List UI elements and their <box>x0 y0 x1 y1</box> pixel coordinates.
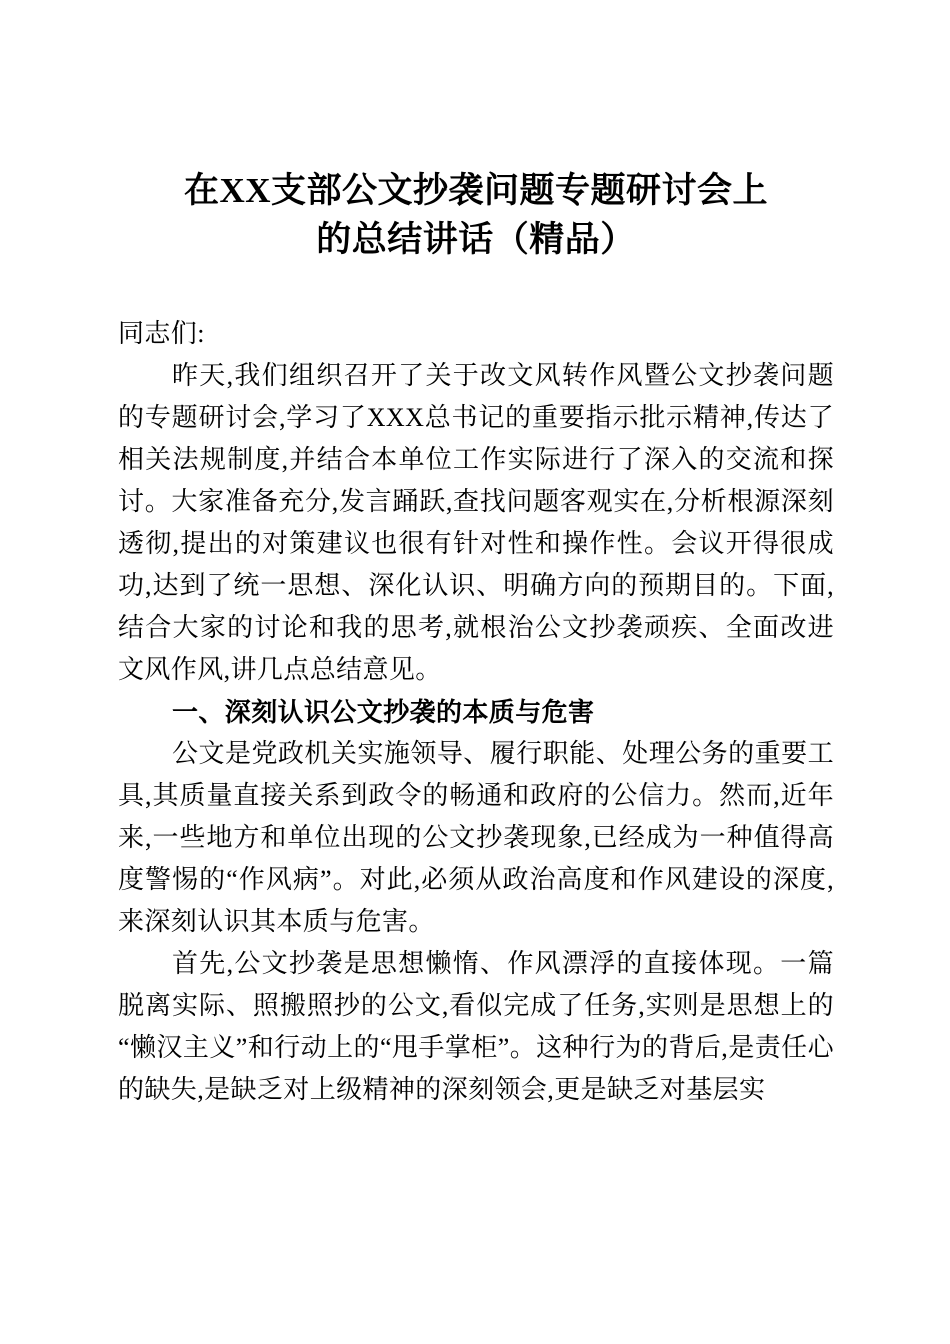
document-title-line-2: 的总结讲话（精品） <box>316 220 636 259</box>
document-title-line-1: 在XX支部公文抄袭问题专题研讨会上 <box>183 171 769 210</box>
section-heading-one: 一、深刻认识公文抄袭的本质与危害 <box>172 697 595 727</box>
section-one-paragraph-two: 首先,公文抄袭是思想懒惰、作风漂浮的直接体现。一篇脱离实际、照搬照抄的公文,看似完成了任务,实则是思想上的“懒汉主义”和行动上的“甩手掌柜”。这种行为的背后,是责任心的缺失,是缺乏对上级精神的深刻领会,更是缺乏对基层实 <box>118 949 834 1104</box>
page-content <box>118 0 834 1111</box>
salutation: 同志们: <box>118 319 205 348</box>
section-one-paragraph-one: 公文是党政机关实施领导、履行职能、处理公务的重要工具,其质量直接关系到政令的畅通和政府的公信力。然而,近年来,一些地方和单位出现的公文抄袭现象,已经成为一种值得高度警惕的“作风病”。对此,必须从政治高度和作风建设的深度,来深刻认识其本质与危害。 <box>118 739 834 936</box>
opening-paragraph: 昨天,我们组织召开了关于改文风转作风暨公文抄袭问题的专题研讨会,学习了XXX总书记的重要指示批示精神,传达了相关法规制度,并结合本单位工作实际进行了深入的交流和探讨。大家准备充分,发言踊跃,查找问题客观实在,分析根源深刻透彻,提出的对策建议也很有针对性和操作性。会议开得很成功,达到了统一思想、深化认识、明确方向的预期目的。下面,结合大家的讨论和我的思考,就根治公文抄袭顽疾、全面改进文风作风,讲几点总结意见。 <box>118 361 834 684</box>
document-title <box>118 0 834 264</box>
